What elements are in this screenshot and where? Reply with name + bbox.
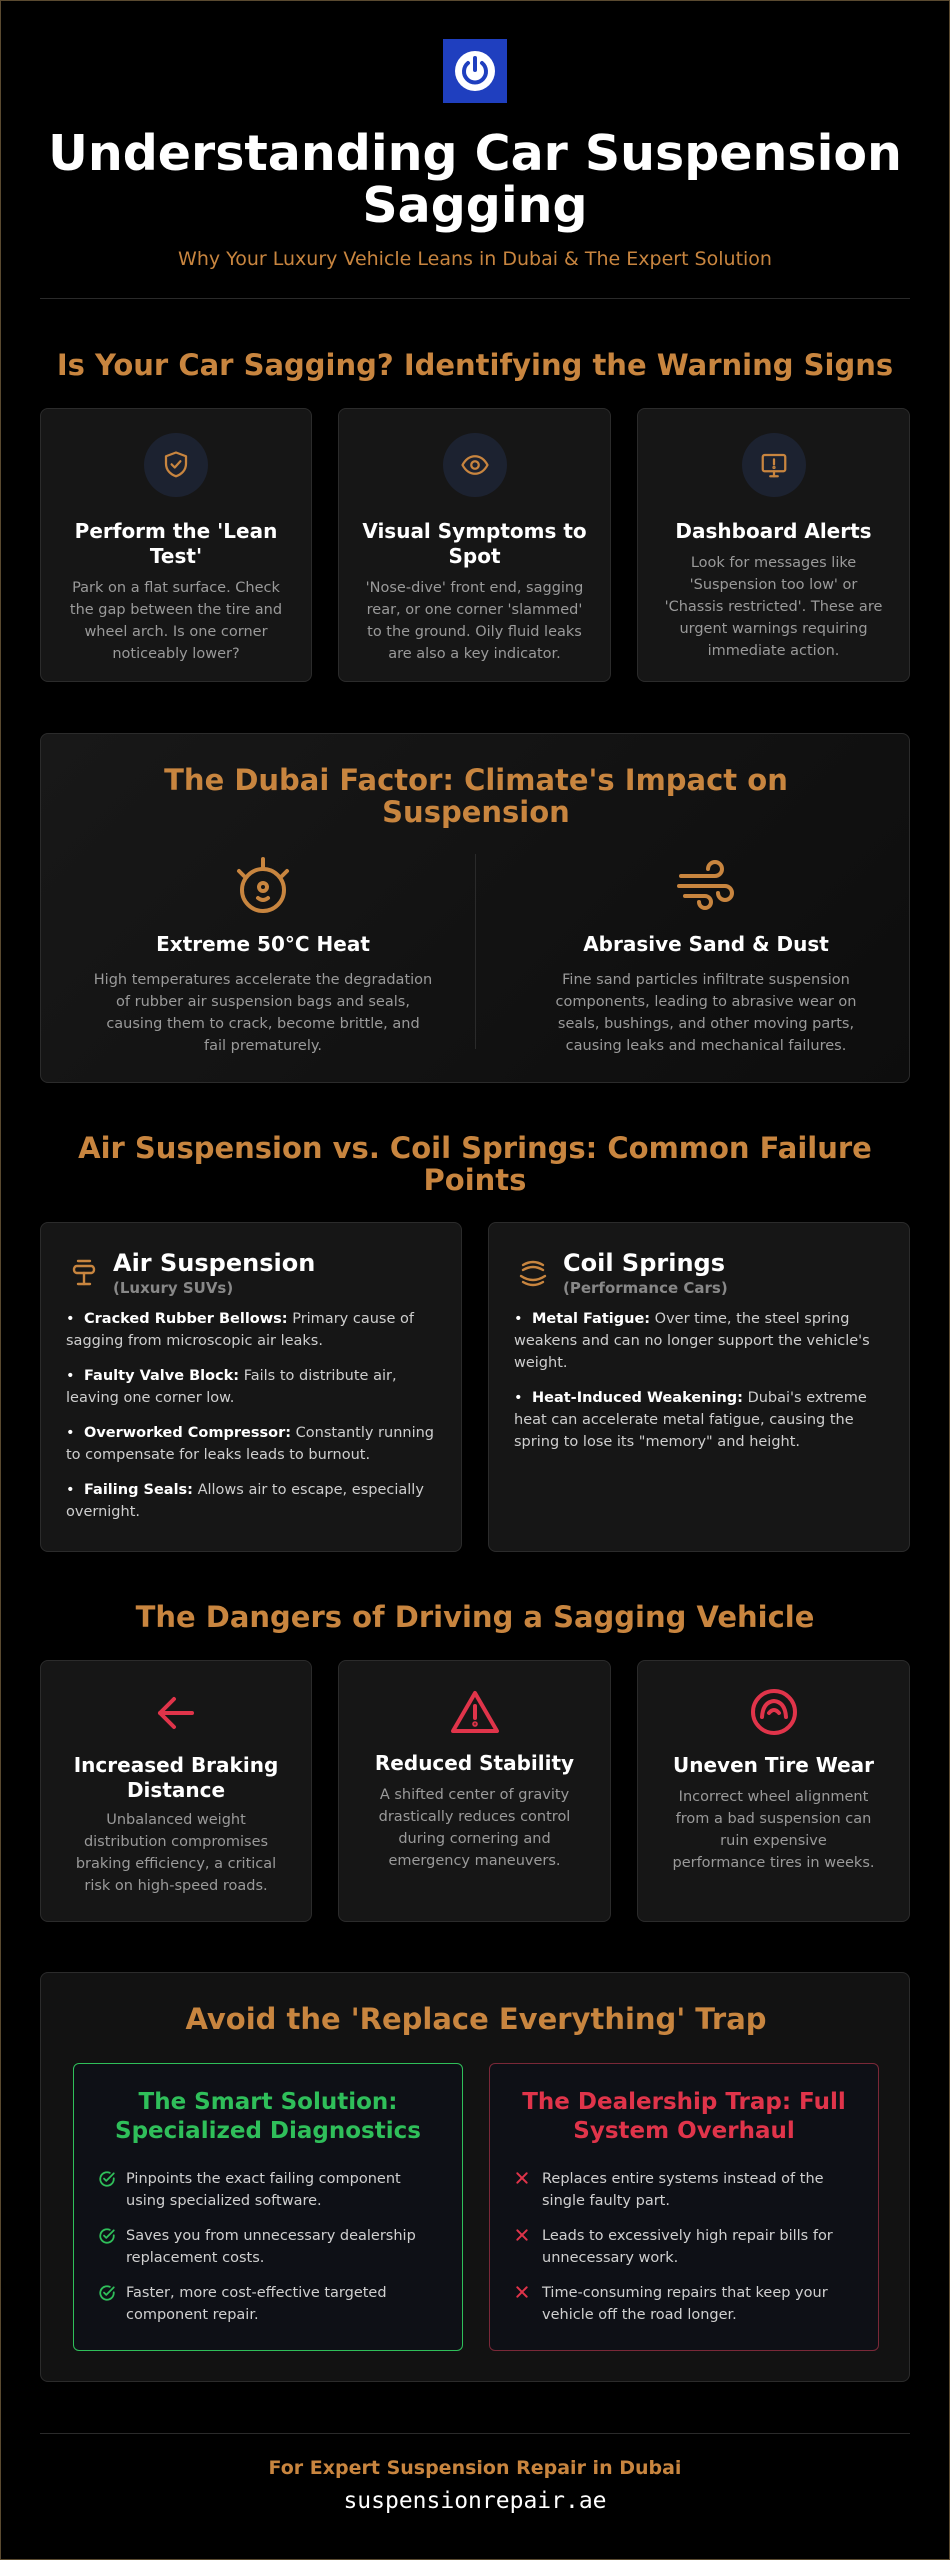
footer-url[interactable]: suspensionrepair.ae	[343, 2488, 607, 2514]
arrow-left-icon	[154, 1691, 198, 1735]
icon-circle	[742, 433, 806, 497]
card-text: A shifted center of gravity drastically reduces control during cornering and emergency maneuvers.	[378, 1787, 571, 1869]
check-circle-icon	[98, 2284, 116, 2302]
shield-check-icon	[161, 450, 191, 480]
monitor-alert-icon	[759, 450, 789, 480]
list-item: Replaces entire systems instead of the single faulty part.	[514, 2168, 854, 2212]
section-title-suspension: Air Suspension vs. Coil Springs: Common Failure Points	[78, 1131, 872, 1197]
dubai-item-sand	[536, 854, 876, 1057]
failure-list	[66, 1308, 446, 1536]
wind-icon	[675, 854, 737, 916]
x-icon	[514, 2170, 530, 2186]
dubai-item-text: Fine sand particles infiltrate suspension components, leading to abrasive wear on seals, bushings, and other moving parts, causing leaks and mechanical failures.	[555, 972, 857, 1054]
tire-icon	[749, 1687, 799, 1737]
logo	[443, 39, 507, 103]
card-text: Look for messages like 'Suspension too low' or 'Chassis restricted'. These are urgent warnings requiring immediate action.	[664, 555, 883, 659]
trap-panel	[40, 1972, 910, 2382]
dubai-factor-panel	[40, 733, 910, 1083]
air-bag-icon	[69, 1256, 99, 1290]
section-title-dangers: The Dangers of Driving a Sagging Vehicle	[135, 1600, 815, 1634]
list-item: Saves you from unnecessary dealership replacement costs.	[98, 2225, 438, 2269]
icon-circle	[443, 433, 507, 497]
dealership-trap-box	[489, 2063, 879, 2351]
list-item: • Heat-Induced Weakening: Dubai's extreme heat can accelerate metal fatigue, causing the spring to lose its "memory" and height.	[514, 1390, 867, 1450]
section-title-dubai: The Dubai Factor: Climate's Impact on Suspension	[164, 763, 788, 829]
divider	[40, 2433, 910, 2434]
danger-card-braking	[40, 1660, 312, 1922]
dubai-item-title: Extreme 50°C Heat	[156, 932, 370, 956]
card-text: Park on a flat surface. Check the gap between the tire and wheel arch. Is one corner noticeably lower?	[69, 580, 283, 662]
card-title: Dashboard Alerts	[675, 519, 872, 543]
list-item: • Cracked Rubber Bellows: Primary cause of sagging from microscopic air leaks.	[66, 1311, 414, 1349]
coil-spring-icon	[517, 1256, 549, 1290]
card-title: Perform the 'Lean Test'	[74, 519, 278, 568]
dubai-item-text: High temperatures accelerate the degradation of rubber air suspension bags and seals, causing them to crack, become brittle, and fail prematurely.	[93, 972, 433, 1054]
warning-card-lean-test	[40, 408, 312, 682]
failure-list	[514, 1308, 894, 1466]
section-title-warning: Is Your Car Sagging? Identifying the Warning Signs	[56, 348, 894, 382]
warning-card-dashboard-alerts	[637, 408, 910, 682]
danger-card-tire-wear	[637, 1660, 910, 1922]
dubai-item-heat	[93, 854, 433, 1057]
box-title: The Dealership Trap: Full System Overhaul	[522, 2089, 846, 2144]
x-icon	[514, 2284, 530, 2300]
list-item: • Overworked Compressor: Constantly running to compensate for leaks leads to burnout.	[66, 1425, 435, 1463]
eye-icon	[460, 450, 490, 480]
warning-card-visual-symptoms	[338, 408, 611, 682]
check-circle-icon	[98, 2170, 116, 2188]
warning-triangle-icon	[449, 1689, 501, 1735]
danger-card-stability	[338, 1660, 611, 1922]
list-item: • Faulty Valve Block: Fails to distribute air, leaving one corner low.	[66, 1368, 397, 1406]
page-title: Understanding Car Suspension Sagging	[48, 125, 902, 234]
page-subtitle: Why Your Luxury Vehicle Leans in Dubai & The Expert Solution	[178, 248, 772, 270]
card-title: Air Suspension	[113, 1249, 316, 1277]
card-title: Uneven Tire Wear	[672, 1753, 874, 1777]
box-title: The Smart Solution: Specialized Diagnostics	[115, 2089, 421, 2144]
card-subtitle: (Luxury SUVs)	[113, 1279, 234, 1297]
list-item: Faster, more cost-effective targeted component repair.	[98, 2282, 438, 2326]
card-text: Incorrect wheel alignment from a bad suspension can ruin expensive performance tires in weeks.	[672, 1789, 875, 1871]
air-suspension-card	[40, 1222, 462, 1552]
card-title: Reduced Stability	[374, 1751, 575, 1775]
list-item: • Metal Fatigue: Over time, the steel spring weakens and can no longer support the vehicle's weight.	[514, 1311, 870, 1371]
benefit-list	[98, 2168, 438, 2326]
list-item: Pinpoints the exact failing component using specialized software.	[98, 2168, 438, 2212]
card-text: 'Nose-dive' front end, sagging rear, or one corner 'slammed' to the ground. Oily fluid leaks are also a key indicator.	[365, 580, 584, 662]
coil-springs-card	[488, 1222, 910, 1552]
card-subtitle: (Performance Cars)	[563, 1279, 728, 1297]
footer-label: For Expert Suspension Repair in Dubai	[268, 2457, 682, 2479]
dubai-item-title: Abrasive Sand & Dust	[583, 932, 829, 956]
card-title: Increased Braking Distance	[73, 1753, 279, 1802]
card-header	[517, 1248, 728, 1298]
heat-gauge-icon	[234, 854, 292, 916]
divider	[475, 854, 476, 1049]
card-title: Coil Springs	[563, 1249, 725, 1277]
list-item: Time-consuming repairs that keep your vehicle off the road longer.	[514, 2282, 854, 2326]
icon-circle	[144, 433, 208, 497]
list-item: Leads to excessively high repair bills for unnecessary work.	[514, 2225, 854, 2269]
list-item: • Failing Seals: Allows air to escape, especially overnight.	[66, 1482, 424, 1520]
smart-solution-box	[73, 2063, 463, 2351]
drawback-list	[514, 2168, 854, 2326]
divider	[40, 298, 910, 299]
power-icon	[453, 49, 497, 93]
check-circle-icon	[98, 2227, 116, 2245]
section-title-trap: Avoid the 'Replace Everything' Trap	[185, 2002, 767, 2036]
card-text: Unbalanced weight distribution compromises braking efficiency, a critical risk on high-speed roads.	[75, 1812, 277, 1894]
card-title: Visual Symptoms to Spot	[362, 519, 587, 568]
card-header	[69, 1248, 315, 1298]
x-icon	[514, 2227, 530, 2243]
